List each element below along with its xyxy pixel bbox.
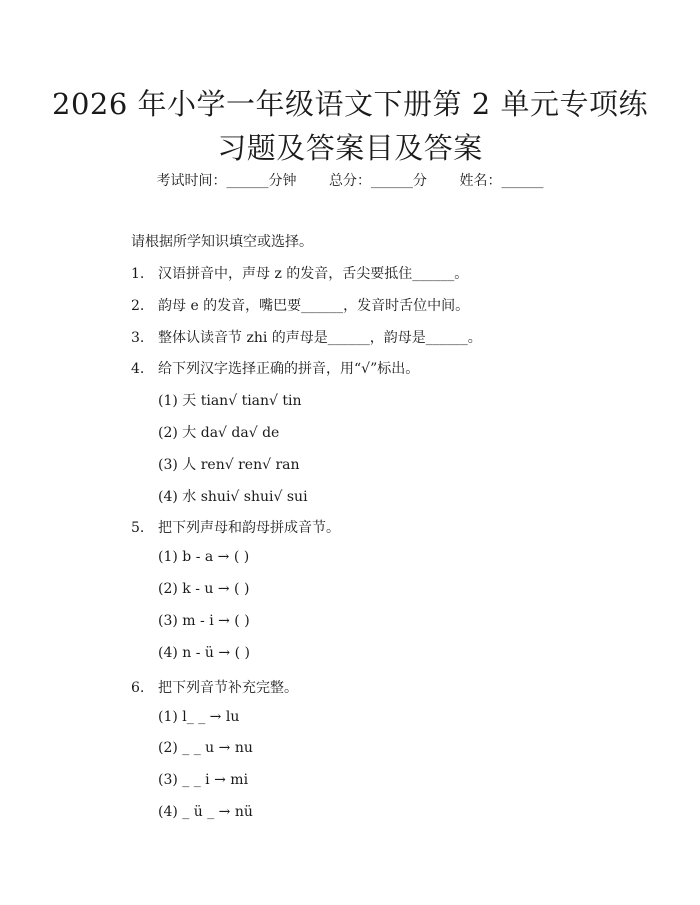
- question-number: 6.: [131, 680, 145, 696]
- title-line-1: 2026 年小学一年级语文下册第 2 单元专项练: [52, 87, 648, 121]
- total-score-field: 总分：______分: [329, 173, 427, 189]
- q6-item-4: (4) _ ü _ → nü: [158, 804, 253, 820]
- q4-item-1: (1) 天 tian√ tian√ tin: [158, 393, 302, 409]
- question-number: 4.: [131, 361, 145, 377]
- q6-item-2: (2) _ _ u → nu: [158, 740, 253, 756]
- question-text: 整体认读音节 zhi 的声母是______，韵母是______。: [158, 330, 482, 346]
- question-text: 韵母 e 的发音，嘴巴要______，发音时舌位中间。: [158, 298, 470, 314]
- question-4: [131, 358, 419, 378]
- instruction-text: 请根据所学知识填空或选择。: [131, 234, 313, 250]
- question-3: [131, 327, 482, 347]
- document-title: [0, 82, 700, 170]
- question-text: 把下列音节补充完整。: [158, 680, 298, 696]
- exam-time-field: 考试时间：______分钟: [156, 173, 297, 189]
- question-number: 5.: [131, 520, 145, 536]
- q5-item-4: (4) n - ü → ( ): [158, 645, 250, 661]
- exam-meta-line: [0, 170, 700, 190]
- title-line-2: 习题及答案目及答案: [217, 131, 483, 165]
- question-text: 把下列声母和韵母拼成音节。: [158, 520, 340, 536]
- question-5: [131, 517, 340, 537]
- question-1: [131, 263, 468, 283]
- q6-item-3: (3) _ _ i → mi: [158, 772, 249, 788]
- q4-item-3: (3) 人 ren√ ren√ ran: [158, 457, 300, 473]
- question-2: [131, 295, 469, 315]
- q4-item-2: (2) 大 da√ da√ de: [158, 425, 280, 441]
- q5-item-1: (1) b - a → ( ): [158, 549, 250, 565]
- question-text: 汉语拼音中，声母 z 的发音，舌尖要抵住______。: [158, 266, 469, 282]
- q4-item-4: (4) 水 shui√ shui√ sui: [158, 489, 308, 505]
- q5-item-2: (2) k - u → ( ): [158, 581, 250, 597]
- question-number: 1.: [131, 266, 145, 282]
- question-6: [131, 677, 298, 697]
- student-name-field: 姓名：______: [459, 173, 544, 189]
- question-number: 2.: [131, 298, 145, 314]
- question-number: 3.: [131, 330, 145, 346]
- question-text: 给下列汉字选择正确的拼音，用“√”标出。: [158, 361, 420, 377]
- q5-item-3: (3) m - i → ( ): [158, 613, 250, 629]
- q6-item-1: (1) l_ _ → lu: [158, 709, 240, 725]
